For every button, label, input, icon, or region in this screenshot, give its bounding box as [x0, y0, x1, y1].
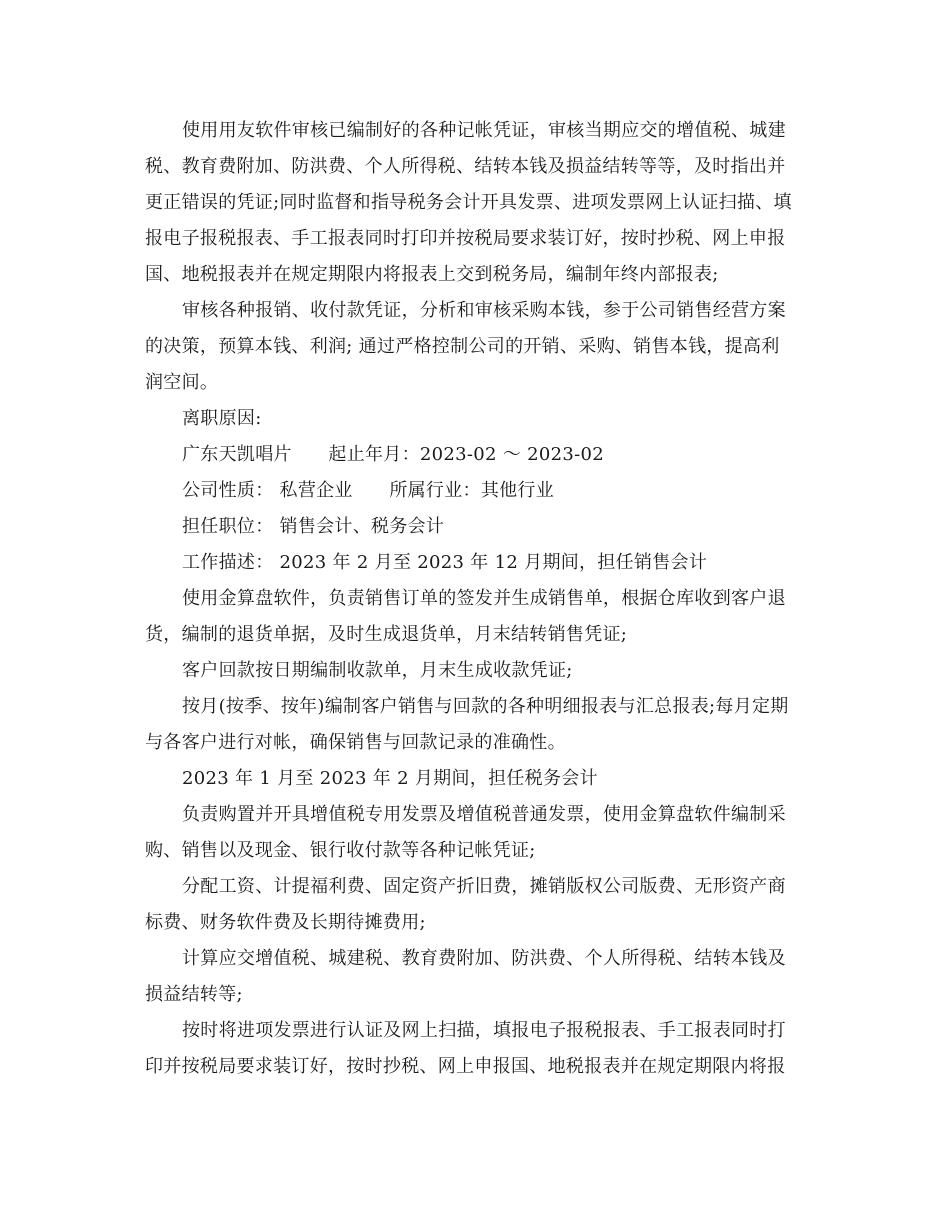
- text-line: 工作描述： 2023 年 2 月至 2023 年 12 月期间，担任销售会计: [182, 552, 708, 573]
- text-line: 担任职位： 销售会计、税务会计: [182, 516, 445, 537]
- text-line: 的决策，预算本钱、利润; 通过严格控制公司的开销、采购、销售本钱，提高利: [145, 336, 780, 357]
- text-line: 印并按税局要求装订好，按时抄税、网上申报国、地税报表并在规定期限内将报: [145, 1056, 786, 1077]
- text-line: 分配工资、计提福利费、固定资产折旧费，摊销版权公司版费、无形资产商: [182, 876, 786, 897]
- text-line: 计算应交增值税、城建税、教育费附加、防洪费、个人所得税、结转本钱及: [182, 948, 786, 969]
- text-line: 2023 年 1 月至 2023 年 2 月期间，担任税务会计: [182, 768, 598, 789]
- text-line: 审核各种报销、收付款凭证，分析和审核采购本钱，参于公司销售经营方案: [182, 300, 786, 321]
- text-line: 按月(按季、按年)编制客户销售与回款的各种明细报表与汇总报表;每月定期: [182, 696, 789, 717]
- text-line: 客户回款按日期编制收款单，月末生成收款凭证;: [182, 660, 573, 681]
- text-line: 更正错误的凭证;同时监督和指导税务会计开具发票、进项发票网上认证扫描、填: [145, 192, 792, 213]
- text-line: 按时将进项发票进行认证及网上扫描，填报电子报税报表、手工报表同时打: [182, 1020, 786, 1041]
- text-line: 税、教育费附加、防洪费、个人所得税、结转本钱及损益结转等等，及时指出并: [145, 156, 786, 177]
- text-line: 使用金算盘软件，负责销售订单的签发并生成销售单，根据仓库收到客户退: [182, 588, 786, 609]
- text-line: 公司性质： 私营企业 所属行业：其他行业: [182, 480, 555, 501]
- text-line: 购、销售以及现金、银行收付款等各种记帐凭证;: [145, 840, 536, 861]
- text-line: 与各客户进行对帐，确保销售与回款记录的准确性。: [145, 732, 566, 753]
- text-line: 离职原因:: [182, 408, 262, 429]
- text-line: 货，编制的退货单据，及时生成退货单，月末结转销售凭证;: [145, 624, 628, 645]
- text-line: 损益结转等;: [145, 984, 243, 1005]
- text-line: 润空间。: [145, 372, 219, 393]
- text-line: 国、地税报表并在规定期限内将报表上交到税务局，编制年终内部报表;: [145, 264, 719, 285]
- text-line: 负责购置并开具增值税专用发票及增值税普通发票，使用金算盘软件编制采: [182, 804, 786, 825]
- text-line: 报电子报税报表、手工报表同时打印并按税局要求装订好，按时抄税、网上申报: [145, 228, 786, 249]
- text-line: 使用用友软件审核已编制好的各种记帐凭证，审核当期应交的增值税、城建: [182, 120, 786, 141]
- text-line: 标费、财务软件费及长期待摊费用;: [145, 912, 426, 933]
- text-line: 广东天凯唱片 起止年月：2023-02 ～ 2023-02: [182, 444, 605, 465]
- document-body: [145, 113, 810, 1085]
